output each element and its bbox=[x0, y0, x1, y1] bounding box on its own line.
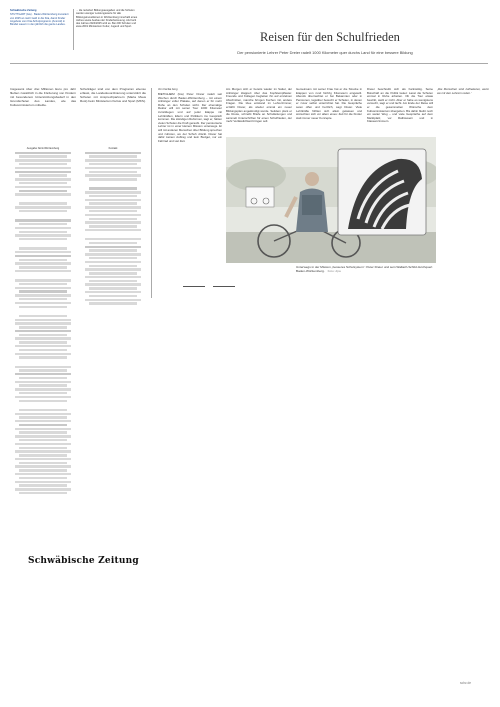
contact-block bbox=[80, 147, 146, 306]
notice-box-left bbox=[10, 9, 70, 26]
headline: Reisen für den Schulfrieden bbox=[260, 30, 400, 44]
photo-caption-text: Unterwegs in der Mission „besseres Schulsystem“: Peter Dreier und sein Wallach-Schild durchquert Baden-Württemberg. bbox=[296, 265, 433, 273]
intro-paragraph-2: Schulträger sind von dem Programm ebenso erfasst, die Landeskoordinierung unterstützt die Schulen mit Ansprechpartnern (Marta Maus Rost) beim Ministerium Kultus und Sport (MKS). bbox=[80, 88, 146, 103]
article-photo bbox=[226, 137, 436, 263]
cyclist-with-sign-image bbox=[226, 137, 436, 263]
contact-title: Kontakt bbox=[108, 147, 118, 150]
article-column-4: Dreier beschreibt sich als hartnäckig. Seine Botschaft an die Politik lautet: Lasst die Schulen einmal in Ruhe arbeiten. Ob die Tour etwas bewirkt, weiß er nicht. Aber er habe es wenigstens versucht, sagt er und lacht. Am Ende der Reise will er die gesammelten Wünsche dem Kultusministerium übergeben. Bis dahin bleibt noch ein weiter Weg – und viele Gespräche auf dem Marktplatz, vor Rathäusern und in Klassenzimmern. bbox=[367, 88, 433, 124]
notice-box-header: Schwäbische Zeitung bbox=[10, 9, 37, 12]
article-column-2: Am Morgen sitzt er bereits wieder im Sattel, der Anhänger klappert über das Kopfsteinpflaster. Freunde und Kollegen begleiten ihn auf einzelnen Abschnitten, manche bringen Kuchen mit, andere Fragen. Die Idee entstand im Lehrerzimmer, erzählt Dreier, als wieder einmal ein neuer Bildungsplan angekündigt wurde. Seitdem plant er die Route, schreibt Briefe an Schulleitungen und sammelt Unterschriften für einen Schulfrieden, der mehr Verlässlichkeit bringen soll. bbox=[226, 88, 292, 124]
footer-mark: schz.de bbox=[460, 681, 471, 685]
article-column-3: Gemeinsam mit seiner Frau hat er die Strecke in Etappen von rund fünfzig Kilometern eingeteilt. Abends übernachtet er bei Bekannten oder in Pensionen, tagsüber besucht er Schulen, in denen er zuvor selbst unterrichtet hat. Die Gespräche seien offen und herzlich, sagt Dreier. Viele Lehrkräfte fühlten sich allein gelassen und wünschten sich vor allem eines: Zeit für die Kinder statt immer neuer Konzepte. bbox=[296, 88, 362, 120]
subheadline: Der pensionierte Lehrer Peter Dreier radelt 1000 Kilometer quer durchs Land für eine bessere Bildung bbox=[237, 50, 413, 55]
photo-caption bbox=[296, 266, 436, 274]
notice-box-mid-body: ... die reduziert Bildungsausgaben und die Schulen werden weniger Leistungswerte für alle Bildungsinvestitionen in Württemberg innerhalb eines Jahres sowie Ausbau der Kinderbetreuung. Als Fazit des Jahres 2024/2025 wird es. Bei 200 Schulen und etwa 2019 Ministerium Kultur, Jugend und Sport. bbox=[76, 9, 138, 29]
notice-box-mid bbox=[76, 9, 138, 29]
photo-credit: Foto: dpa bbox=[327, 268, 341, 273]
notice-box-body: STUTTGART (lsw) · Baden-Württemberg investiert von 2025 an mehr Geld in die Kita, damit Kinder Angebote vom Kita-Schulprogramm (Ansmid) in Bündel Lauern in den jährlich die ganze Landes. bbox=[10, 13, 69, 27]
article-column-1: BIETIGHEIM (lsw) Peter Dreier radelt seit Wochen durch Baden-Württemberg – mit einem Anhänger voller Plakate, auf denen er für mehr Ruhe an den Schulen wirbt. Der ehemalige Rektor will mit seiner Tour 1000 Kilometer zurücklegen und auf jeder Etappe mit Lehrkräften, Eltern und Politikern ins Gespräch kommen. Die ständigen Reformen, sagt er, hätten vielen Schulen die Kraft geraubt. Der pensionierte Lehrer ist in einer kleinen Mission unterwegs. Er will mit anderen Menschen über Bildung sprechen und zuhören, wo der Schuh drückt. Dreier hat dafür keinen Auftrag und kein Budget, nur ein Fahrrad und viel Zeit. bbox=[158, 93, 222, 143]
intro-paragraph: Insgesamt über drei Millionen Euro pro Jahr fließen zusätzlich in die Förderung von Kindern mit besonderem Unterstützungsbedarf in den Grundschulen des Landes, wie das Kultusministerium mitteilte. bbox=[10, 88, 76, 107]
imprint-block-left bbox=[10, 147, 76, 496]
byline: Von Cecilia Gorg bbox=[158, 88, 178, 91]
imprint-title: Ausgabe Nord-Württemberg bbox=[26, 147, 60, 150]
newspaper-logo: Schwäbische Zeitung bbox=[28, 556, 139, 566]
pull-quote: „Die Menschen sind zufriedener, wenn sie mit den Lehrern reden.“ bbox=[437, 88, 489, 95]
